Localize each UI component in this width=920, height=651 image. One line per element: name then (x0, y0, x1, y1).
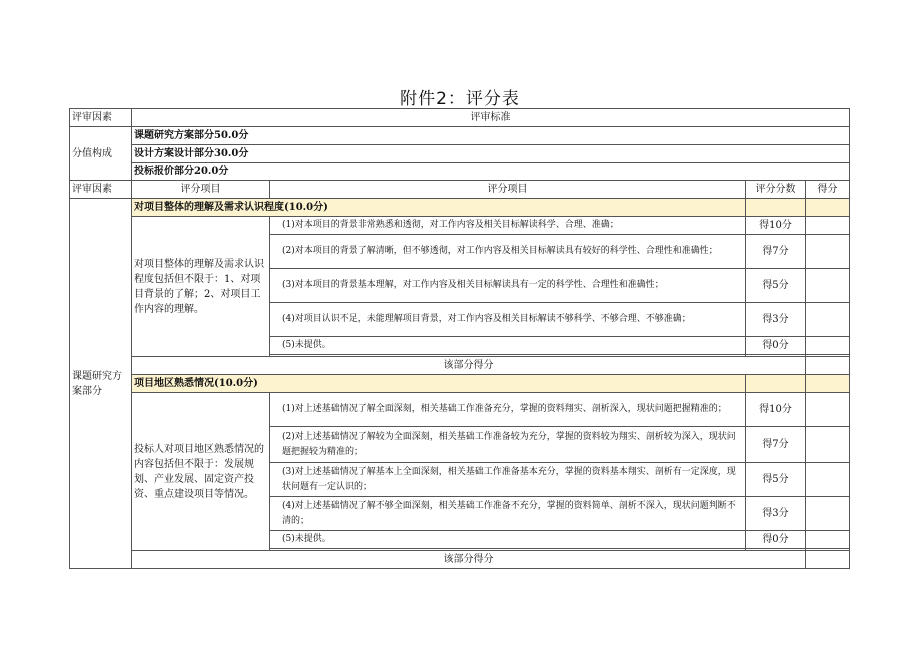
got-score-cell[interactable] (806, 427, 850, 463)
col-detail: 评分项目 (270, 181, 746, 199)
criterion-text: (5)未提供。 (270, 337, 746, 355)
subtotal-label: 该部分得分 (132, 551, 806, 569)
composition-label: 分值构成 (70, 127, 132, 181)
section-heading: 项目地区熟悉情况(10.0分) (132, 375, 746, 393)
section-heading: 对项目整体的理解及需求认识程度(10.0分) (132, 199, 746, 217)
subtotal-row (70, 551, 850, 569)
got-score-cell[interactable] (806, 393, 850, 427)
composition-item: 投标报价部分20.0分 (132, 163, 850, 181)
criterion-text: (5)未提供。 (270, 531, 746, 549)
composition-row (70, 127, 850, 145)
criterion-text: (1)对上述基础情况了解全面深刻，相关基础工作准备充分，掌握的资料翔实、剖析深入，现状问题把握精准的； (270, 393, 746, 427)
subtotal-label: 该部分得分 (132, 357, 806, 375)
criterion-score: 得7分 (746, 427, 806, 463)
section-heading-row (70, 375, 850, 393)
got-score-cell[interactable] (806, 497, 850, 531)
composition-row (70, 145, 850, 163)
col-item: 评分项目 (132, 181, 270, 199)
col-score: 评分分数 (746, 181, 806, 199)
col-got: 得分 (806, 181, 850, 199)
composition-item: 设计方案设计部分30.0分 (132, 145, 850, 163)
criterion-text: (4)对项目认识不足，未能理解项目背景，对工作内容及相关目标解读不够科学、不够合理、不够准确； (270, 303, 746, 337)
criterion-score: 得3分 (746, 497, 806, 531)
got-score-cell[interactable] (806, 235, 850, 269)
got-score-cell[interactable] (806, 269, 850, 303)
scoring-table (69, 108, 850, 569)
header-standard: 评审标准 (132, 109, 850, 127)
got-score-cell[interactable] (806, 531, 850, 549)
got-score-cell[interactable] (806, 303, 850, 337)
criterion-row (70, 217, 850, 235)
header-factor: 评审因素 (70, 109, 132, 127)
got-score-cell[interactable] (806, 217, 850, 235)
criterion-score: 得7分 (746, 235, 806, 269)
subtotal-row (70, 357, 850, 375)
section-description: 对项目整体的理解及需求认识程度包括但不限于：1、对项目背景的了解；2、对项目工作内容的理解。 (132, 217, 270, 357)
criterion-score: 得0分 (746, 337, 806, 355)
section-description: 投标人对项目地区熟悉情况的内容包括但不限于：发展规划、产业发展、固定资产投资、重点建设项目等情况。 (132, 393, 270, 551)
criterion-score: 得10分 (746, 217, 806, 235)
criterion-score: 得5分 (746, 269, 806, 303)
composition-row (70, 163, 850, 181)
section-heading-row (70, 199, 850, 217)
criterion-score: 得10分 (746, 393, 806, 427)
header-row (70, 109, 850, 127)
criterion-score: 得0分 (746, 531, 806, 549)
col-factor: 评审因素 (70, 181, 132, 199)
group-label: 课题研究方案部分 (70, 199, 132, 569)
got-score-cell[interactable] (806, 337, 850, 355)
criterion-text: (4)对上述基础情况了解不够全面深刻，相关基础工作准备不充分，掌握的资料简单、剖析不深入，现状问题判断不清的； (270, 497, 746, 531)
criterion-text: (2)对本项目的背景了解清晰，但不够透彻，对工作内容及相关目标解读具有较好的科学性、合理性和准确性； (270, 235, 746, 269)
column-header-row (70, 181, 850, 199)
composition-item: 课题研究方案部分50.0分 (132, 127, 850, 145)
subtotal-cell[interactable] (806, 357, 850, 375)
criterion-text: (2)对上述基础情况了解较为全面深刻，相关基础工作准备较为充分，掌握的资料较为翔实、剖析较为深入，现状问题把握较为精准的； (270, 427, 746, 463)
criterion-score: 得3分 (746, 303, 806, 337)
criterion-text: (1)对本项目的背景非常熟悉和透彻，对工作内容及相关目标解读科学、合理、准确； (270, 217, 746, 235)
got-score-cell[interactable] (806, 463, 850, 497)
criterion-text: (3)对上述基础情况了解基本上全面深刻，相关基础工作准备基本充分，掌握的资料基本翔实、剖析有一定深度，现状问题有一定认识的； (270, 463, 746, 497)
criterion-score: 得5分 (746, 463, 806, 497)
page-title: 附件2：评分表 (400, 89, 520, 109)
subtotal-cell[interactable] (806, 551, 850, 569)
criterion-row (70, 393, 850, 427)
criterion-text: (3)对本项目的背景基本理解，对工作内容及相关目标解读具有一定的科学性、合理性和准确性； (270, 269, 746, 303)
